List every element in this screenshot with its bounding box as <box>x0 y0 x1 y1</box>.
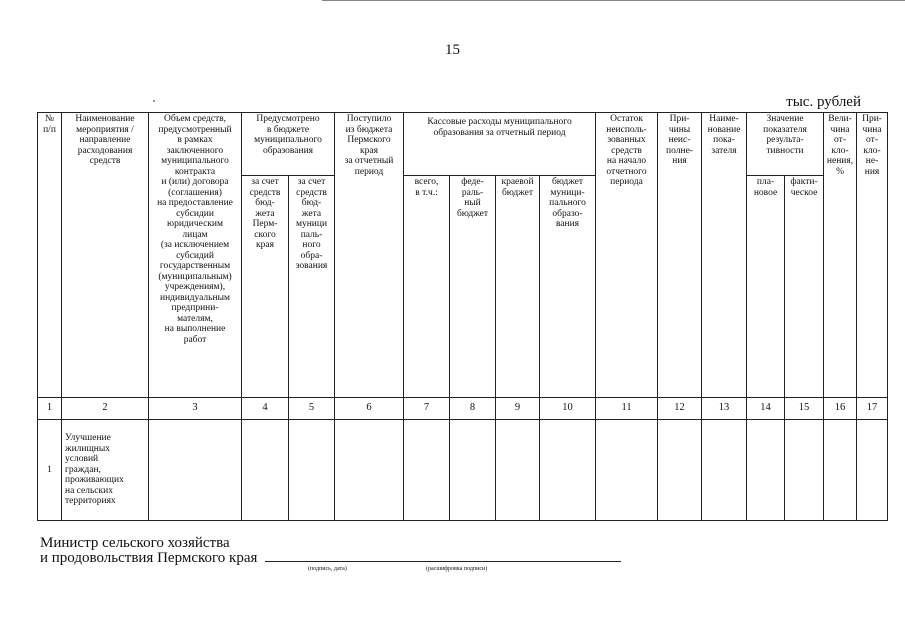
cell-text-line: чина <box>830 124 850 135</box>
cell-text-line: края <box>360 145 378 156</box>
cell-text-line: средств <box>249 187 281 198</box>
row-activity-name <box>62 420 149 521</box>
cell-text-line: расходования <box>77 145 133 156</box>
header-col-3 <box>149 113 242 398</box>
empty-cell <box>747 420 785 521</box>
column-number: 2 <box>62 398 149 420</box>
header-col-12 <box>658 113 702 398</box>
cell-text-line: в бюджете <box>266 124 310 135</box>
cell-text-line: не- <box>865 156 879 166</box>
cell-text-line: государственным <box>159 261 231 271</box>
cell-text-line: обра- <box>300 250 323 261</box>
empty-cell <box>335 420 404 521</box>
cell-text-line: предусмотренный <box>158 124 232 135</box>
cell-text-line: в рамках <box>177 135 213 145</box>
header-group-planned <box>242 113 335 176</box>
empty-cell <box>824 420 857 521</box>
empty-cell <box>596 420 658 521</box>
empty-cell <box>404 420 450 521</box>
cell-text-line: бюджет <box>551 177 584 187</box>
cell-text-line: лицам <box>182 229 208 240</box>
cell-text-line: (муниципальным) <box>158 271 232 282</box>
units-label: тыс. рублей <box>786 94 861 110</box>
column-number: 12 <box>658 398 702 420</box>
cell-text-line: неисполь- <box>606 124 647 135</box>
cell-text-line: зования <box>295 261 328 271</box>
header-col-6 <box>335 113 404 398</box>
cell-text-line: всего, <box>414 177 439 187</box>
cell-text-line: нения, <box>826 156 854 166</box>
cell-text-line: чины <box>668 124 691 135</box>
signature-blank-line <box>265 561 621 562</box>
cell-text-line: Остаток <box>610 114 643 124</box>
cell-text-line: вания <box>555 219 580 229</box>
cell-text-line: отчетного <box>606 166 647 177</box>
header-col-15 <box>785 176 824 398</box>
cell-text-line: чина <box>862 124 882 135</box>
signature-caption-decode: (расшифровка подписи) <box>426 566 488 572</box>
cell-text-line: учреждениям), <box>164 282 226 292</box>
header-col-9 <box>496 176 540 398</box>
row-number: 1 <box>38 420 62 521</box>
cell-text-line: работ <box>183 334 207 345</box>
header-col-17 <box>857 113 888 398</box>
header-col-13 <box>702 113 747 398</box>
cell-text-line: нование <box>707 124 741 135</box>
cell-text-line: (соглашения) <box>168 187 222 198</box>
signature-title-line-2: и продовольствия Пермского края <box>40 550 258 566</box>
cell-text-line: % <box>836 166 844 177</box>
cell-text-line: условий <box>65 454 99 465</box>
cell-text-line: на начало <box>606 156 647 166</box>
page-number: 15 <box>445 42 460 58</box>
cell-text-line: на сельских <box>65 485 113 496</box>
cell-text-line: за счет <box>297 177 326 187</box>
cell-text-line: результа- <box>766 135 804 145</box>
cell-text-line: При- <box>862 114 882 124</box>
cell-text-line: кло- <box>863 145 881 156</box>
cell-text-line: зованных <box>607 135 646 145</box>
cell-text-line: средств <box>611 145 642 156</box>
cell-text-line: от- <box>834 135 846 145</box>
cell-text-line: кло- <box>831 145 849 156</box>
cell-text-line: муниципального <box>254 135 322 145</box>
column-number: 8 <box>450 398 496 420</box>
cell-text-line: предприни- <box>171 303 219 313</box>
cell-text-line: Перм- <box>252 219 278 229</box>
cell-text-line: муници- <box>550 187 585 198</box>
column-number: 14 <box>747 398 785 420</box>
cell-text-line: из бюджета <box>345 124 393 135</box>
column-number-row <box>38 398 888 420</box>
cell-text-line: юридическим <box>166 219 223 229</box>
cell-text-line: направление <box>79 135 131 145</box>
cell-text-line: Пермского <box>347 135 391 145</box>
header-col-8 <box>450 176 496 398</box>
cell-text-line: тивности <box>766 145 804 156</box>
empty-cell <box>149 420 242 521</box>
column-number: 7 <box>404 398 450 420</box>
column-number: 15 <box>785 398 824 420</box>
cell-text-line: муници <box>295 219 328 229</box>
cell-text-line: жета <box>255 208 275 219</box>
cell-text-line: периода <box>610 177 643 187</box>
cell-text-line: края <box>256 240 274 250</box>
signature-title-line-1: Министр сельского хозяйства <box>40 535 230 551</box>
header-group-effectiveness <box>747 113 824 176</box>
empty-cell <box>540 420 596 521</box>
cell-text-line: период <box>354 166 384 177</box>
empty-cell <box>658 420 702 521</box>
cell-text-line: образования за отчетный период <box>433 127 566 138</box>
cell-text-line: бюд- <box>255 198 275 208</box>
column-number: 4 <box>242 398 289 420</box>
cell-text-line: пла- <box>756 177 775 187</box>
cell-text-line: от- <box>866 135 878 145</box>
cell-text-line: ного <box>302 240 321 250</box>
cell-text-line: бюджет <box>456 208 489 219</box>
cell-text-line: феде- <box>461 177 484 187</box>
cell-text-line: контракта <box>174 166 216 177</box>
empty-cell <box>242 420 289 521</box>
cell-text-line: жета <box>301 208 322 219</box>
empty-cell <box>857 420 888 521</box>
cell-text-line: средств <box>89 156 121 166</box>
empty-cell <box>289 420 335 521</box>
cell-text-line: бюд- <box>301 198 322 208</box>
cell-text-line: жилищных <box>65 443 111 454</box>
cell-text-line: образования <box>262 145 314 156</box>
cell-text-line: Наименование <box>75 114 135 124</box>
cell-text-line: факти- <box>790 177 818 187</box>
cell-text-line: полне- <box>666 145 693 156</box>
cell-text-line: ческое <box>790 187 818 198</box>
cell-text-line: Кассовые расходы муниципального <box>427 117 572 127</box>
cell-text-line: субсидий <box>176 250 214 261</box>
cell-text-line: проживающих <box>65 475 124 486</box>
header-col-16 <box>824 113 857 398</box>
header-col-14 <box>747 176 785 398</box>
cell-text-line: образо- <box>552 208 583 219</box>
cell-text-line: краевой <box>501 177 534 187</box>
empty-cell <box>785 420 824 521</box>
column-number: 9 <box>496 398 540 420</box>
cell-text-line: Поступило <box>346 114 392 124</box>
column-number: 16 <box>824 398 857 420</box>
cell-text-line: средств <box>296 187 327 198</box>
cell-text-line: заключенного <box>166 145 224 156</box>
cell-text-line: на выполнение <box>164 324 226 334</box>
header-col-5 <box>289 176 335 398</box>
cell-text-line: мателям, <box>177 313 213 324</box>
column-number: 3 <box>149 398 242 420</box>
cell-text-line: граждан, <box>65 464 101 475</box>
cell-text-line: Наиме- <box>709 114 739 124</box>
header-row-1 <box>38 113 888 176</box>
cell-text-line: зателя <box>711 145 737 156</box>
cell-text-line: за отчетный <box>344 156 394 166</box>
table-row <box>38 420 888 521</box>
column-number: 17 <box>857 398 888 420</box>
cell-text-line: субсидии <box>176 208 214 219</box>
empty-cell <box>496 420 540 521</box>
cell-text-line: бюджет <box>501 187 534 198</box>
header-col-4 <box>242 176 289 398</box>
column-number: 11 <box>596 398 658 420</box>
header-col-1 <box>38 113 62 398</box>
cell-text-line: п/п <box>43 124 56 135</box>
cell-text-line: (за исключением <box>160 240 230 250</box>
empty-cell <box>702 420 747 521</box>
cell-text-line: паль- <box>300 229 323 240</box>
cell-text-line: и (или) договора <box>161 177 229 187</box>
cell-text-line: раль- <box>461 187 484 198</box>
signature-caption-sign-date: (подпись, дата) <box>308 566 347 572</box>
cell-text-line: муниципального <box>161 156 229 166</box>
cell-text-line: пока- <box>713 135 735 145</box>
cell-text-line: новое <box>753 187 778 198</box>
column-number: 1 <box>38 398 62 420</box>
cell-text-line: № <box>44 114 55 124</box>
cell-text-line: Объем средств, <box>163 114 227 124</box>
header-col-11 <box>596 113 658 398</box>
cell-text-line: мероприятия / <box>76 124 134 135</box>
cell-text-line: ния <box>672 156 687 166</box>
signature-block <box>40 536 257 566</box>
cell-text-line: пального <box>549 198 586 208</box>
cell-text-line: в т.ч.: <box>415 187 438 198</box>
header-col-7 <box>404 176 450 398</box>
cell-text-line: показателя <box>763 124 807 135</box>
cell-text-line: индивидуальным <box>160 292 230 303</box>
cell-text-line: за счет <box>251 177 279 187</box>
scan-speck <box>153 100 155 102</box>
cell-text-line: Вели- <box>828 114 852 124</box>
cell-text-line: неис- <box>668 135 691 145</box>
column-number: 13 <box>702 398 747 420</box>
cell-text-line: ный <box>464 198 481 208</box>
column-number: 5 <box>289 398 335 420</box>
header-col-10 <box>540 176 596 398</box>
cell-text-line: При- <box>669 114 690 124</box>
column-number: 10 <box>540 398 596 420</box>
cell-text-line: ского <box>254 229 276 240</box>
report-table <box>37 112 888 521</box>
cell-text-line: ния <box>864 166 880 177</box>
empty-cell <box>450 420 496 521</box>
cell-text-line: Улучшение <box>65 433 111 444</box>
header-group-cash-expenses <box>404 113 596 176</box>
cell-text-line: Предусмотрено <box>256 114 320 124</box>
header-col-2 <box>62 113 149 398</box>
top-border-line <box>322 0 905 1</box>
column-number: 6 <box>335 398 404 420</box>
cell-text-line: Значение <box>766 114 804 124</box>
cell-text-line: на предоставление <box>157 198 233 208</box>
cell-text-line: территориях <box>65 496 116 507</box>
